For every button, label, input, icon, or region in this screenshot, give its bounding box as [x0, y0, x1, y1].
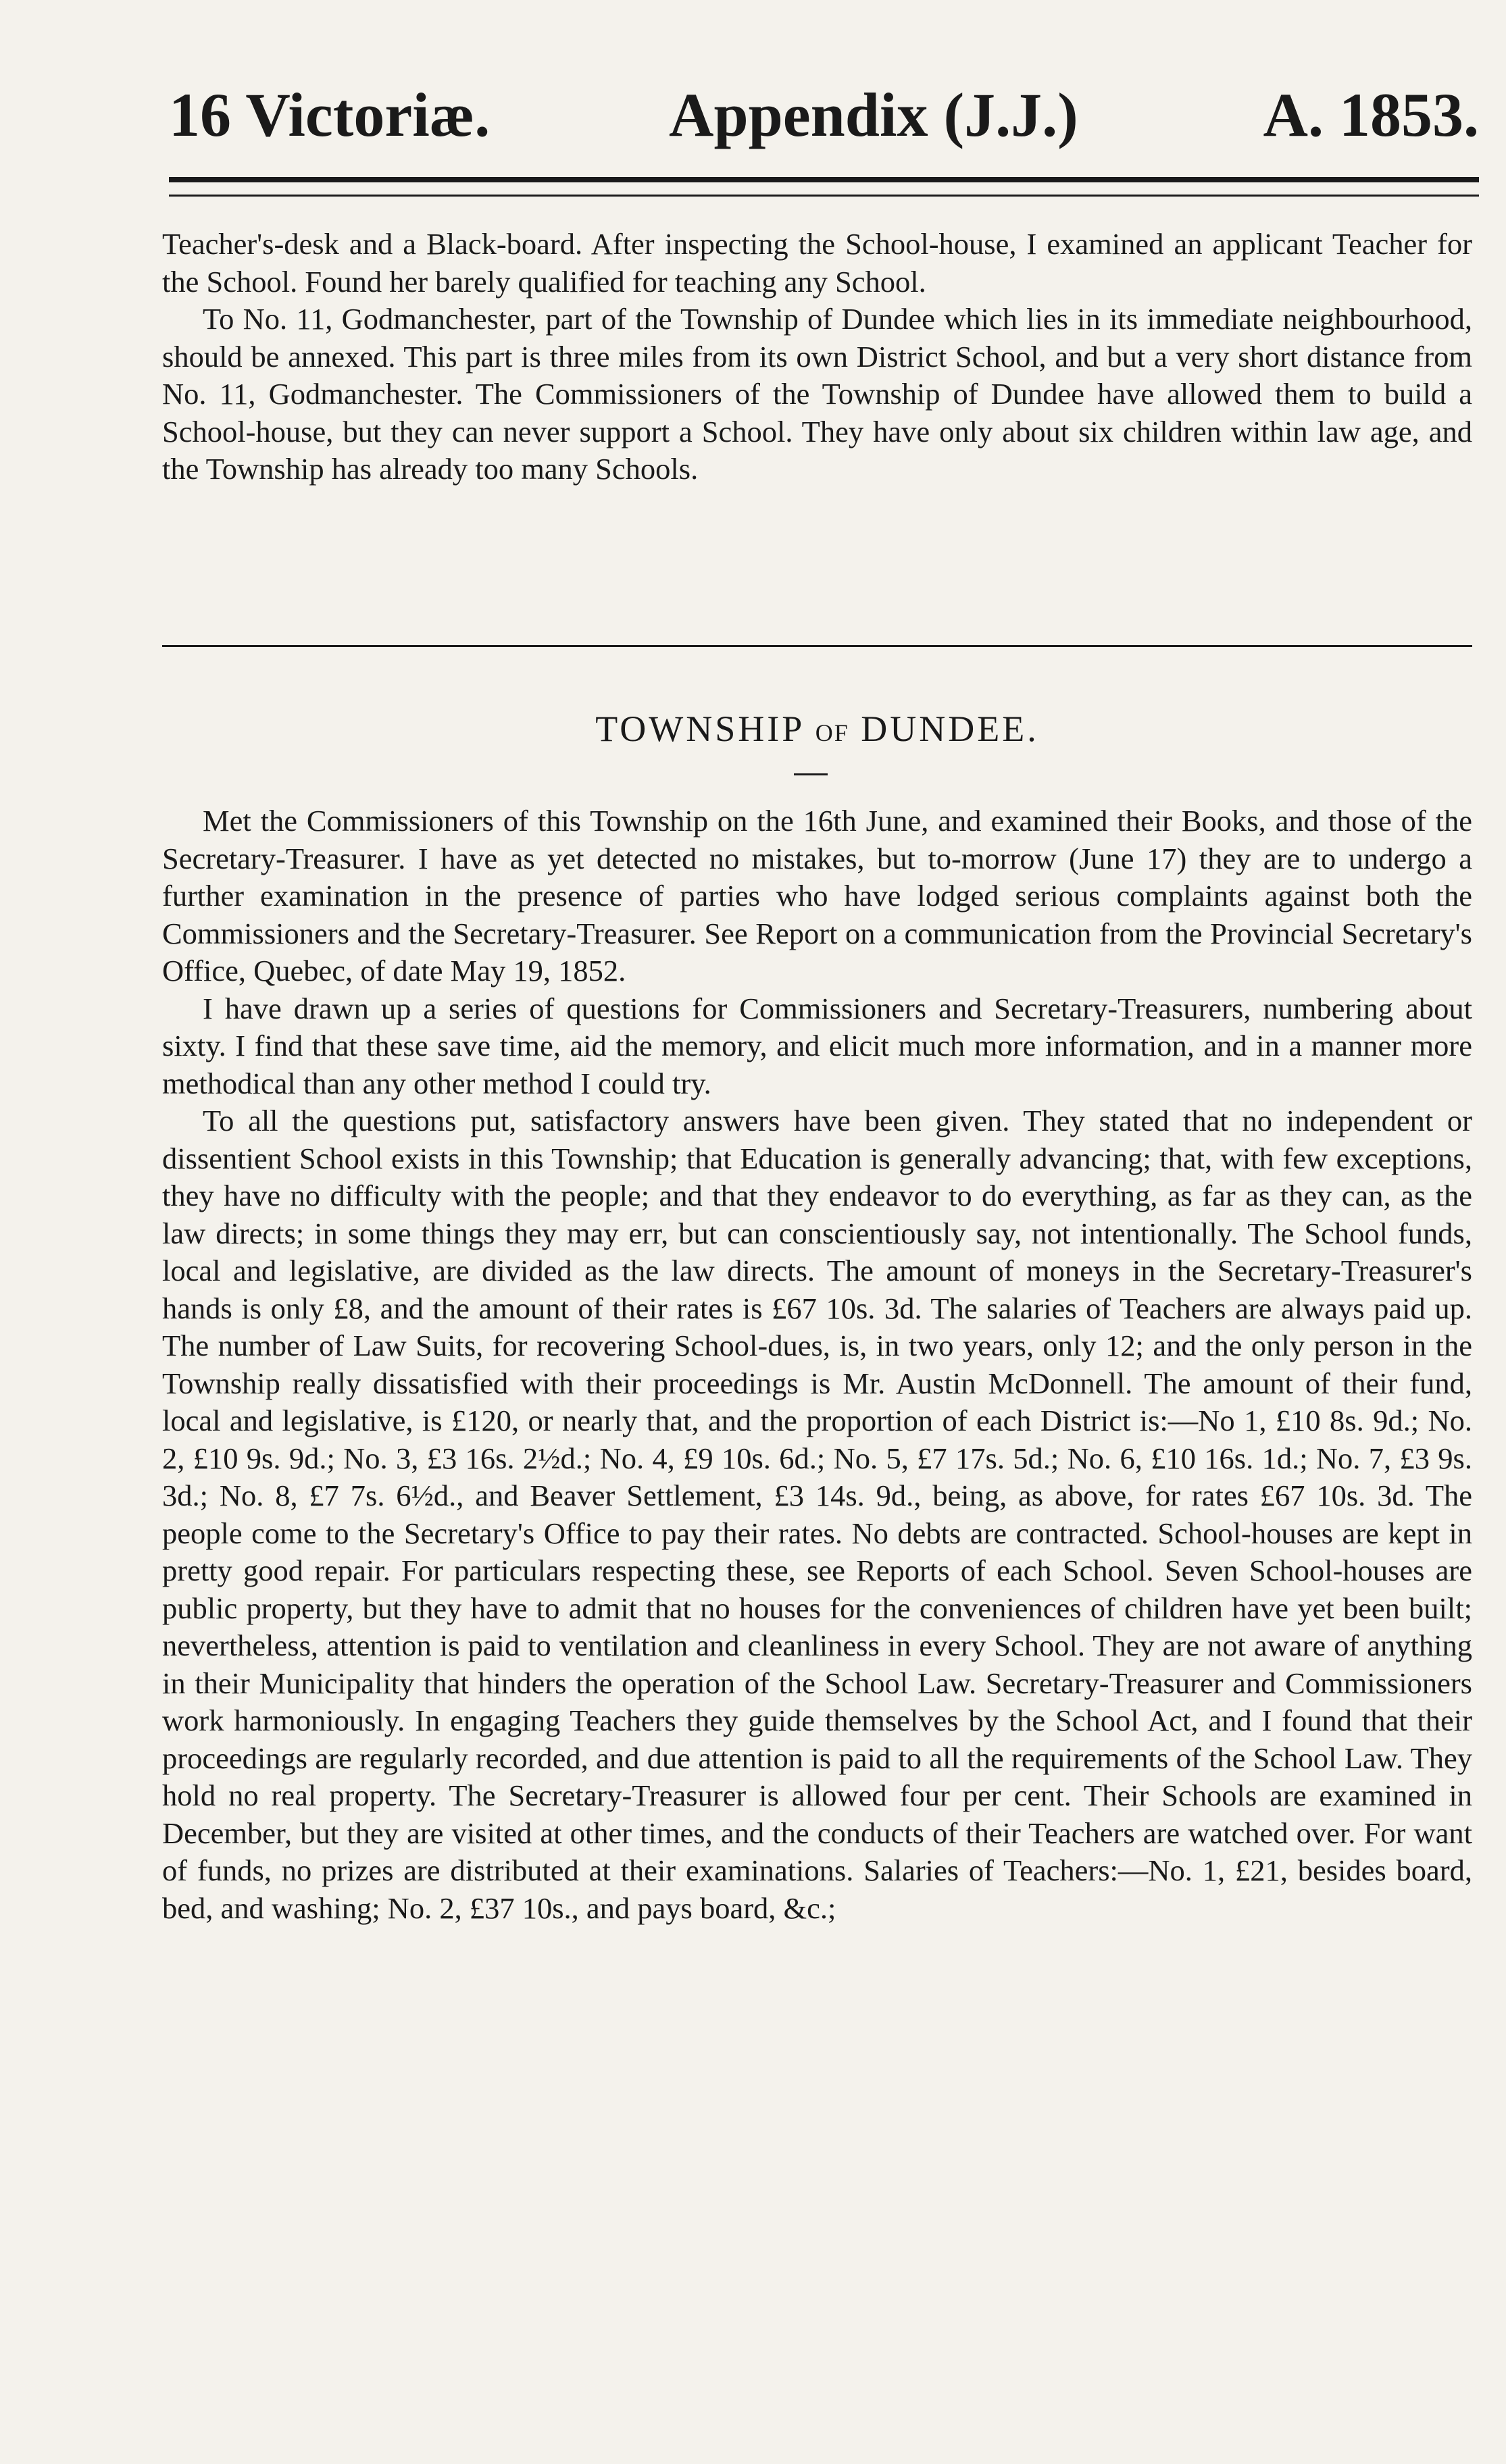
- paragraph: To all the questions put, satisfactory answers have been given. They stated that no independent or dissentient School exists in this Township; that Education is generally advancing; that, with few exceptions, they have no difficulty with the people; and that they endeavor to do everything, as far as they can, as the law directs; in some things they may err, but can conscientiously say, not intentionally. The School funds, local and legislative, are divided as the law directs. The amount of moneys in the Secretary-Treasurer's hands is only £8, and the amount of their rates is £67 10s. 3d. The salaries of Teachers are always paid up. The number of Law Suits, for recovering School-dues, is, in two years, only 12; and the only person in the Township really dissatisfied with their proceedings is Mr. Austin McDonnell. The amount of their fund, local and legislative, is £120, or nearly that, and the proportion of each District is:—No 1, £10 8s. 9d.; No. 2, £10 9s. 9d.; No. 3, £3 16s. 2½d.; No. 4, £9 10s. 6d.; No. 5, £7 17s. 5d.; No. 6, £10 16s. 1d.; No. 7, £3 9s. 3d.; No. 8, £7 7s. 6½d., and Beaver Settlement, £3 14s. 9d., being, as above, for rates £67 10s. 3d. The people come to the Secretary's Office to pay their rates. No debts are contracted. School-houses are kept in pretty good repair. For particulars respecting these, see Reports of each School. Seven School-houses are public property, but they have to admit that no houses for the conveniences of children have yet been built; nevertheless, attention is paid to ventilation and cleanliness in every School. They are not aware of anything in their Municipality that hinders the operation of the School Law. Secretary-Treasurer and Commissioners work harmoniously. In engaging Teachers they guide themselves by the School Act, and I found that their proceedings are regularly recorded, and due attention is paid to all the requirements of the School Law. They hold no real property. The Secretary-Treasurer is allowed four per cent. Their Schools are examined in December, but they are visited at other times, and the conducts of their Teachers are watched over. For want of funds, no prizes are distributed at their examinations. Salaries of Teachers:—No. 1, £21, besides board, bed, and washing; No. 2, £37 10s., and pays board, &c.;: [162, 1104, 1472, 1925]
- paragraph: To No. 11, Godmanchester, part of the Township of Dundee which lies in its immediate neighbourhood, should be annexed. This part is three miles from its own District School, and but a very short distance from No. 11, Godmanchester. The Commissioners of the Township of Dundee have allowed them to build a School-house, but they can never support a School. They have only about six children within law age, and the Township has already too many Schools.: [162, 302, 1472, 486]
- section-title-end: DUNDEE.: [861, 709, 1039, 749]
- header-appendix: Appendix (J.J.): [669, 80, 1078, 149]
- section-title-of: OF: [815, 719, 849, 746]
- section-title-dash: [794, 773, 828, 775]
- paragraph: Met the Commissioners of this Township on the 16th June, and examined their Books, and those of the Secretary-Treasurer. I have as yet detected no mistakes, but to-morrow (June 17) they are to undergo a further examination in the presence of parties who have lodged serious complaints against both the Commissioners and the Secretary-Treasurer. See Report on a communication from the Provincial Secretary's Office, Quebec, of date May 19, 1852.: [162, 804, 1472, 987]
- section-title-main: TOWNSHIP: [595, 709, 804, 749]
- paragraph: I have drawn up a series of questions for Commissioners and Secretary-Treasurers, numbering about sixty. I find that these save time, aid the memory, and elicit much more information, and in a manner more methodical than any other method I could try.: [162, 991, 1472, 1100]
- header-session: 16 Victoriæ.: [169, 80, 491, 149]
- main-text-block: [162, 802, 1472, 1927]
- section-title: [0, 708, 1506, 750]
- top-text-block: [162, 226, 1472, 488]
- header-year: A. 1853.: [1263, 80, 1479, 149]
- header-double-rule: [169, 177, 1479, 197]
- paragraph: Teacher's-desk and a Black-board. After inspecting the School-house, I examined an applicant Teacher for the School. Found her barely qualified for teaching any School.: [162, 227, 1472, 299]
- section-divider-rule: [162, 645, 1472, 647]
- page-header: [169, 68, 1479, 162]
